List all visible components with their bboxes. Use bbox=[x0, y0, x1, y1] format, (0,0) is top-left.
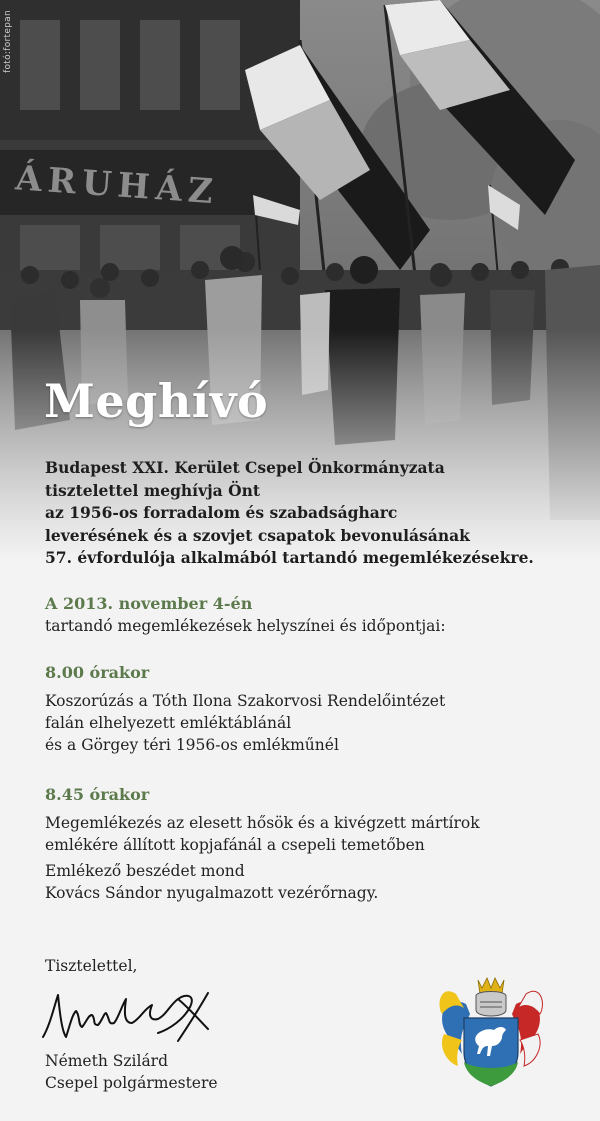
speech-line: Kovács Sándor nyugalmazott vezérőrnagy. bbox=[45, 884, 379, 902]
signer-role: Csepel polgármestere bbox=[45, 1074, 218, 1092]
signer-name: Németh Szilárd bbox=[45, 1052, 169, 1070]
event-1-time: 8.00 órakor bbox=[45, 663, 150, 682]
signature-icon bbox=[40, 985, 215, 1049]
event-1-line: és a Görgey téri 1956-os emlékműnél bbox=[45, 736, 339, 754]
date-section bbox=[45, 593, 575, 637]
event-2-line: Megemlékezés az elesett hősök és a kivégzett mártírok bbox=[45, 814, 480, 832]
closing: Tisztelettel, bbox=[45, 957, 138, 975]
event-2 bbox=[45, 784, 575, 904]
store-sign: ÁRUHÁZ bbox=[14, 158, 221, 213]
event-1-line: Koszorúzás a Tóth Ilona Szakorvosi Rendelőintézet bbox=[45, 692, 446, 710]
coat-of-arms-icon bbox=[436, 974, 546, 1093]
intro-line: 57. évfordulója alkalmából tartandó megemlékezésekre. bbox=[45, 548, 534, 567]
photo-credit: fotó:fortepan bbox=[3, 10, 13, 74]
intro-line: Budapest XXI. Kerület Csepel Önkormányzata bbox=[45, 458, 445, 477]
date-text: tartandó megemlékezések helyszínei és időpontjai: bbox=[45, 617, 446, 635]
intro-line: leverésének és a szovjet csapatok bevonulásának bbox=[45, 525, 470, 545]
date-heading: A 2013. november 4-én bbox=[45, 594, 253, 613]
intro-line: tisztelettel meghívja Önt bbox=[45, 480, 261, 500]
event-1 bbox=[45, 662, 575, 756]
event-2-line: emlékére állított kopjafánál a csepeli temetőben bbox=[45, 836, 425, 854]
intro-line: az 1956-os forradalom és szabadságharc bbox=[45, 503, 398, 522]
signer-block bbox=[45, 1050, 218, 1094]
page-title: Meghívó bbox=[44, 374, 269, 428]
speech-line: Emlékező beszédet mond bbox=[45, 862, 245, 880]
event-1-line: falán elhelyezett emléktáblánál bbox=[45, 714, 292, 732]
intro-text bbox=[45, 457, 585, 570]
event-2-time: 8.45 órakor bbox=[45, 785, 150, 804]
